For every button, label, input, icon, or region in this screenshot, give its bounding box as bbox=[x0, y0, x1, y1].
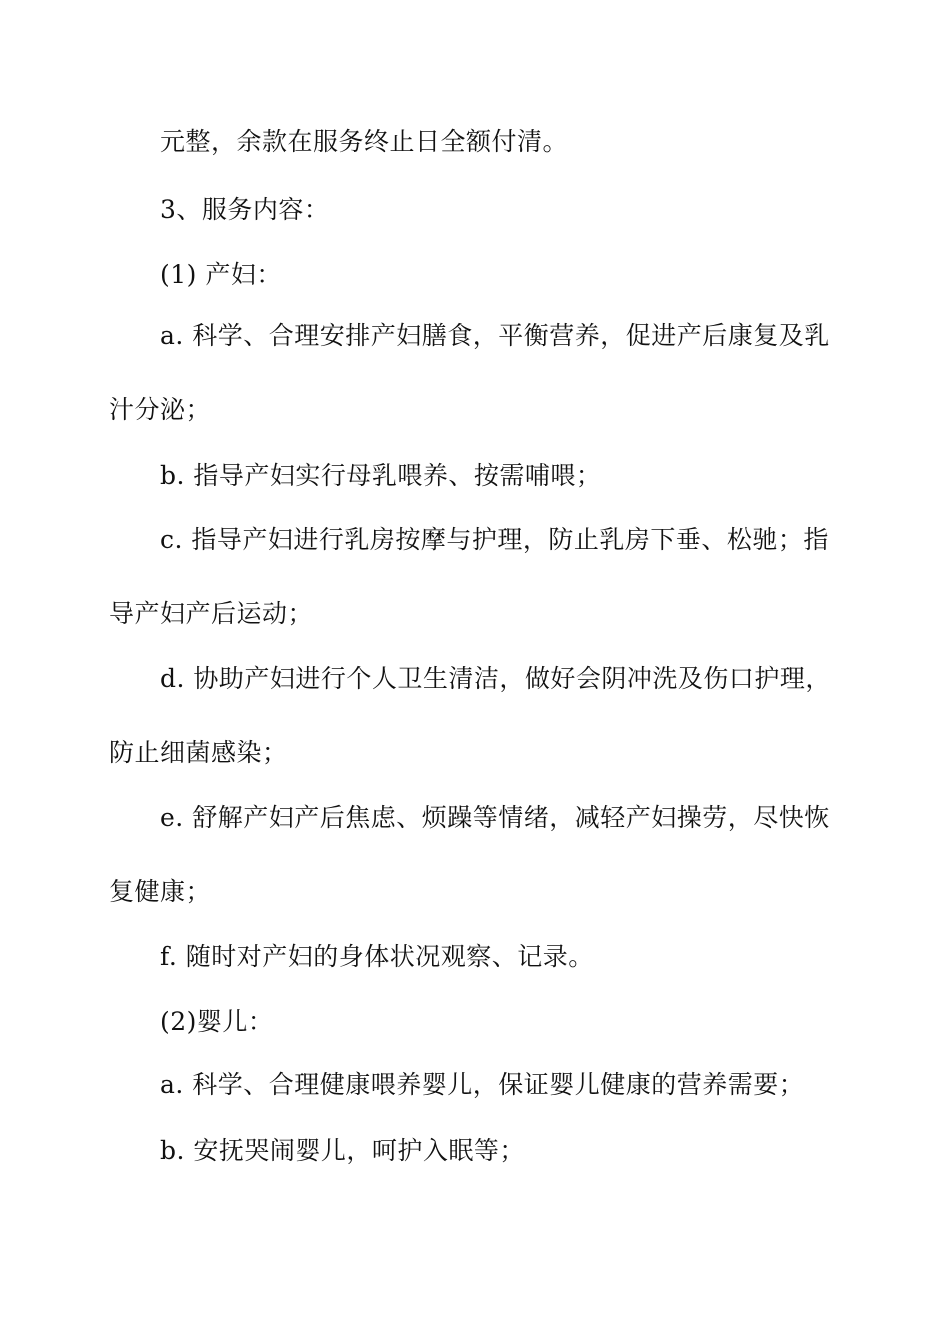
list-item-line: e. 舒解产妇产后焦虑、烦躁等情绪，减轻产妇操劳，尽快恢 bbox=[160, 803, 830, 832]
paragraph-line: 元整，余款在服务终止日全额付清。 bbox=[160, 127, 569, 156]
list-item-line: f. 随时对产妇的身体状况观察、记录。 bbox=[160, 942, 594, 971]
list-item-continuation: 导产妇产后运动； bbox=[109, 599, 314, 628]
list-item-line: d. 协助产妇进行个人卫生清洁，做好会阴冲洗及伤口护理， bbox=[160, 664, 831, 693]
section-heading: 3、服务内容： bbox=[160, 195, 330, 224]
list-item-line: c. 指导产妇进行乳房按摩与护理，防止乳房下垂、松驰；指 bbox=[160, 525, 829, 554]
list-item-continuation: 复健康； bbox=[109, 877, 212, 906]
list-item-line: b. 指导产妇实行母乳喂养、按需哺喂； bbox=[160, 461, 602, 490]
list-item-continuation: 汁分泌； bbox=[109, 395, 212, 424]
subsection-heading: (2)婴儿： bbox=[160, 1007, 274, 1036]
list-item-continuation: 防止细菌感染； bbox=[109, 738, 288, 767]
list-item-line: a. 科学、合理健康喂养婴儿，保证婴儿健康的营养需要； bbox=[160, 1070, 805, 1099]
list-item-line: b. 安抚哭闹婴儿，呵护入眠等； bbox=[160, 1136, 525, 1165]
subsection-heading: (1) 产妇： bbox=[160, 260, 282, 289]
list-item-line: a. 科学、合理安排产妇膳食，平衡营养，促进产后康复及乳 bbox=[160, 321, 830, 350]
